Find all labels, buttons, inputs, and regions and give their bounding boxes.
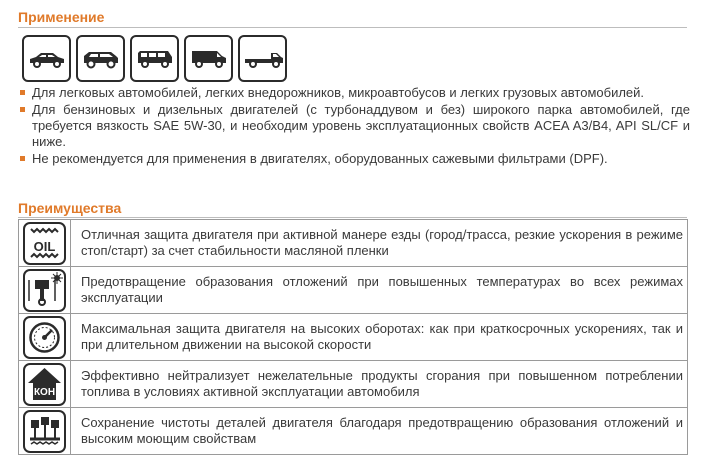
table-row xyxy=(19,267,688,314)
engine-parts-icon xyxy=(23,410,66,453)
speedometer-icon xyxy=(23,316,66,359)
truck-icon xyxy=(238,35,287,82)
table-row xyxy=(19,314,688,361)
section-title-application: Применение xyxy=(18,9,105,25)
minibus-icon xyxy=(130,35,179,82)
piston-temperature-icon xyxy=(23,269,66,312)
oil-icon xyxy=(23,222,66,265)
advantage-text: Эффективно нейтрализует нежелательные продукты сгорания при повышенном потреблении топлива в условиях активной эксплуатации автомобиля xyxy=(71,361,688,408)
list-item: Для легковых автомобилей, легких внедорожников, микроавтобусов и легких грузовых автомобилей. xyxy=(18,85,690,101)
table-row xyxy=(19,408,688,455)
advantage-text: Предотвращение образования отложений при повышенных температурах во всех режимах эксплуатации xyxy=(71,267,688,314)
table-row xyxy=(19,361,688,408)
van-icon xyxy=(184,35,233,82)
bullet-icon xyxy=(20,90,25,95)
suv-icon xyxy=(76,35,125,82)
car-icon xyxy=(22,35,71,82)
koh-house-icon xyxy=(23,363,66,406)
advantage-text: Отличная защита двигателя при активной манере езды (город/трасса, резкие ускорения в режиме стоп/старт) за счет стабильности масляной пленки xyxy=(71,220,688,267)
section-title-advantages: Преимущества xyxy=(18,200,122,216)
oil-icon-label: OIL xyxy=(33,238,56,254)
bullet-icon xyxy=(20,156,25,161)
list-item: Не рекомендуется для применения в двигателях, оборудованных сажевыми фильтрами (DPF). xyxy=(18,151,690,167)
koh-icon-label: КОН xyxy=(33,386,56,398)
bullet-icon xyxy=(20,107,25,112)
table-row xyxy=(19,220,688,267)
section-divider xyxy=(18,217,687,218)
advantage-text: Максимальная защита двигателя на высоких оборотах: как при краткосрочных ускорениях, так и при длительном движении на высокой скорости xyxy=(71,314,688,361)
application-list xyxy=(18,85,690,168)
advantages-table xyxy=(18,219,688,455)
advantage-text: Сохранение чистоты деталей двигателя благодаря предотвращению образования отложений и высоким моющим свойствам xyxy=(71,408,688,455)
section-divider xyxy=(18,27,687,28)
list-item: Для бензиновых и дизельных двигателей (с турбонаддувом и без) широкого парка автомобилей, где требуется вязкость SAE 5W-30, и необходим уровень эксплуатационных свойств ACEA A3/B4, API SL/CF и ниже. xyxy=(18,102,690,150)
